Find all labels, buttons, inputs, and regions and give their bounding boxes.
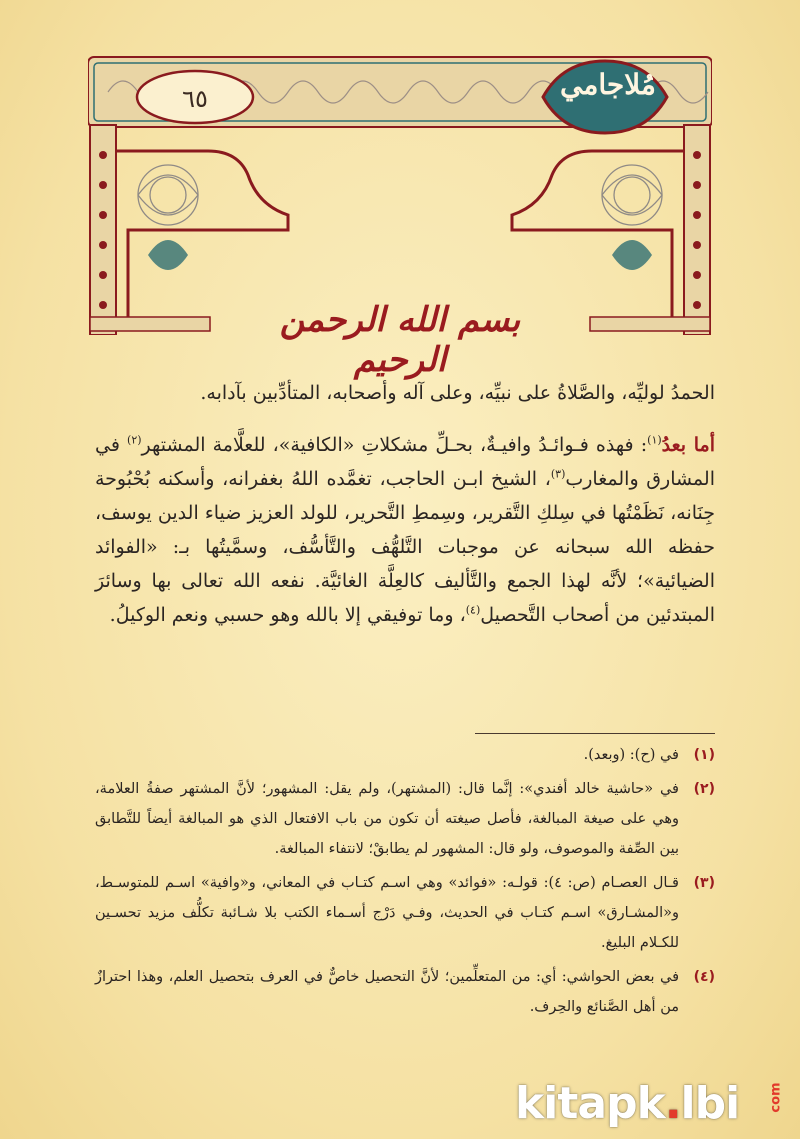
page-number: ٦٥ xyxy=(182,85,208,113)
footnote-ref[interactable]: (١) xyxy=(647,433,662,447)
footnote xyxy=(95,740,715,770)
paragraph-text: : فهذه فـوائـدُ وافيـةٌ، بحـلِّ مشكلاتِ «الكافية»، للعلَّامة المشتهر xyxy=(141,434,648,456)
footnote-text: قـال العصـام (ص: ٤): قولـه: «فوائد» وهي اسـم كتـاب في المعاني، و«وافية» اسـم للمتوسـط، و«المشـارق» اسـم كتـاب في الحديث، وفـي دَرْج أسـماء الكتب بلا شـائبة تكلُّف مزيد تحسـين للكـلام البليغ. xyxy=(95,875,679,951)
footnote-text: في بعض الحواشي: أي: من المتعلِّمين؛ لأنَّ التحصيل خاصٌّ في العرف بتحصيل العلم، وهذا احترازٌ من أهل الصَّنائع والحِرف. xyxy=(95,969,679,1015)
watermark-text: kitapk.lbi xyxy=(515,1078,740,1129)
paragraph-text: ، وما توفيقي إلا بالله وهو حسبي ونعم الوكيلُ. xyxy=(109,604,466,626)
footnote-number: (٢) xyxy=(693,781,715,797)
footnote-divider xyxy=(475,733,715,734)
footnote-number: (١) xyxy=(693,747,715,763)
footnote-text: في «حاشية خالد أفندي»: إنَّما قال: (المشتهر)، ولم يقل: المشهور؛ لأنَّ المشتهر صفةُ العلامة، وهي على صيغة المبالغة، فأصل صيغته أن تكون من باب الافتعال الذي هو المبالغة أيضاً للتَّطابق بين الصِّفة والموصوف، ولو قال: المشهور لم يطابقْ؛ لانتفاء المبالغة. xyxy=(95,781,679,857)
watermark-dot: . xyxy=(664,1078,681,1129)
footnote xyxy=(95,868,715,958)
paragraph-text: ، الشيخ ابـن الحاجب، تغمَّده اللهُ بغفرانه، وأسكنه بُحْبُوحة جِنَانه، نَظَمْتُها في سِلكِ التَّقرير، وسِمطِ التَّحرير، للولد العزيز ضياء الدين يوسف، حفظه الله سبحانه عن موجبات التَّلهُّف والتَّأسُّف، وسمَّيتُها بـ: «الفوائد الضيائية»؛ لأنَّه لهذا الجمع والتَّأليف كالعِلَّة الغائيَّة. نفعه الله تعالى بها وسائرَ المبتدئين من أصحاب التَّحصيل xyxy=(95,468,715,626)
footnote xyxy=(95,962,715,1022)
intro-paragraph: الحمدُ لوليِّه، والصَّلاةُ على نبيِّه، وعلى آله وأصحابه، المتأدِّبين بآدابه. xyxy=(200,382,715,404)
watermark-logo xyxy=(503,1076,793,1134)
lead-phrase: أما بعدُ xyxy=(661,434,715,456)
footnote-number: (٤) xyxy=(693,969,715,985)
paragraph-text: في المشارق والمغارب xyxy=(95,434,715,490)
series-logo: مُلاجامي xyxy=(560,68,656,101)
footnote-number: (٣) xyxy=(693,875,715,891)
main-paragraph xyxy=(95,428,715,632)
footnote-ref[interactable]: (٤) xyxy=(465,603,481,617)
footnote-ref[interactable]: (٣) xyxy=(550,467,566,481)
footnotes-section xyxy=(95,740,715,1026)
footnote-text: في (ح): (وبعد). xyxy=(583,747,679,763)
footnote xyxy=(95,774,715,864)
basmala-heading: بسم الله الرحمن الرحيم xyxy=(279,300,521,380)
watermark-suffix: com xyxy=(768,1082,784,1113)
footnote-ref[interactable]: (٢) xyxy=(127,433,142,447)
